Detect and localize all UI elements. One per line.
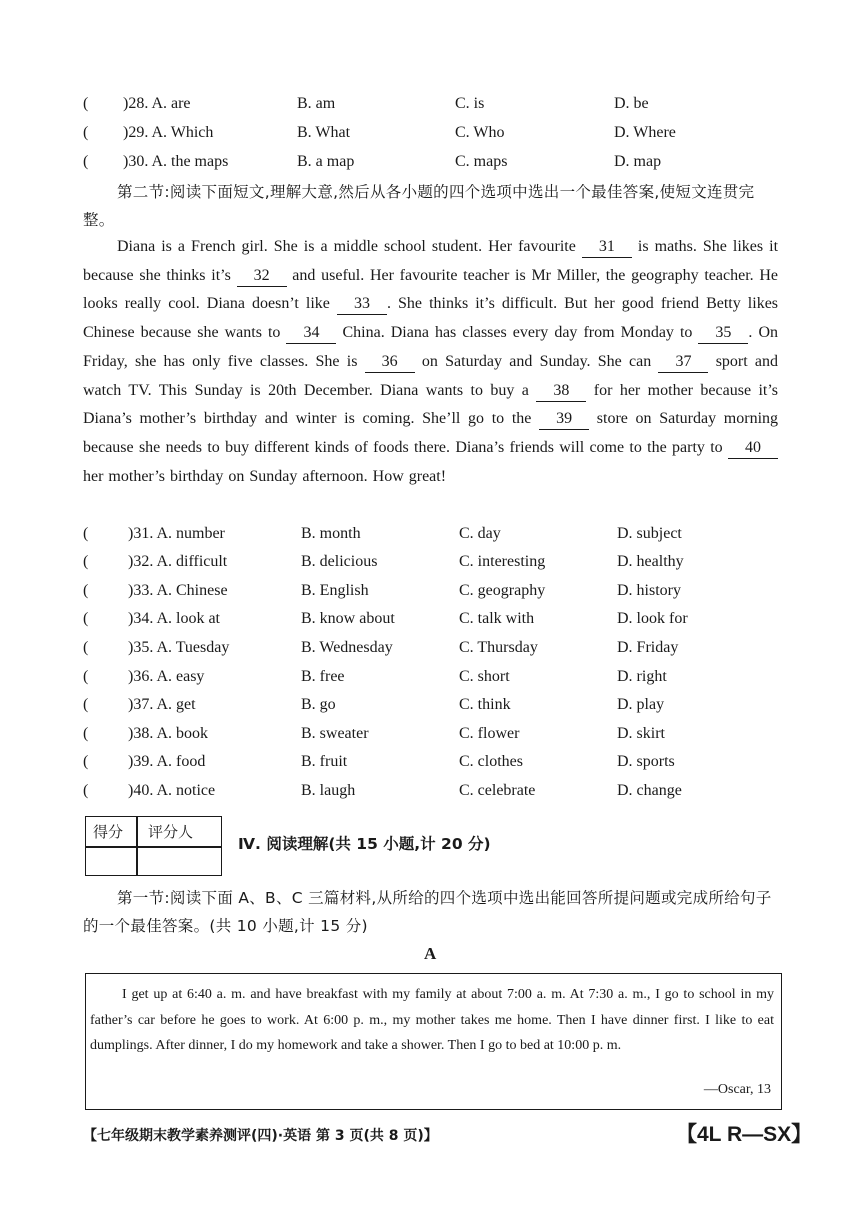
option-d: D. sports — [617, 753, 675, 770]
blank-36: 36 — [365, 352, 415, 373]
blank-37: 37 — [658, 352, 708, 373]
blank-39: 39 — [539, 409, 589, 430]
option-c: C. short — [459, 668, 510, 685]
answer-paren[interactable]: ( — [83, 668, 89, 685]
option-d: D. be — [614, 95, 649, 112]
answer-paren[interactable]: ( — [83, 95, 89, 112]
option-row-33 — [0, 577, 860, 605]
option-d: D. change — [617, 782, 682, 799]
option-b: B. fruit — [301, 753, 348, 770]
answer-paren[interactable]: ( — [83, 696, 89, 713]
option-a: )40. A. notice — [128, 782, 216, 799]
answer-paren[interactable]: ( — [83, 725, 89, 742]
option-d: D. history — [617, 582, 681, 599]
option-c: C. celebrate — [459, 782, 536, 799]
answer-paren[interactable]: ( — [83, 753, 89, 770]
score-label: 得分 — [93, 823, 124, 841]
passage-a-box — [85, 973, 782, 1110]
option-row-35 — [0, 634, 860, 662]
option-b: B. go — [301, 696, 336, 713]
passage-text: store on Saturday morning because she needs to buy different kinds of foods there. Diana’s friends will come to the party to — [83, 410, 779, 456]
option-b: B. delicious — [301, 553, 378, 570]
option-row-36 — [0, 663, 860, 691]
option-row-34 — [0, 605, 860, 633]
option-a: )36. A. easy — [128, 668, 205, 685]
option-a: )38. A. book — [128, 725, 208, 742]
option-c: C. interesting — [459, 553, 546, 570]
option-d: D. healthy — [617, 553, 684, 570]
option-d: D. right — [617, 668, 667, 685]
option-d: D. subject — [617, 525, 682, 542]
option-row-32 — [0, 548, 860, 576]
option-b: B. sweater — [301, 725, 369, 742]
option-c: C. Thursday — [459, 639, 538, 656]
option-b: B. free — [301, 668, 345, 685]
passage-text: for her mother because it’s Diana’s mother’s birthday and winter is coming. She’ll go to the — [83, 381, 779, 428]
passage-a-signature: —Oscar, 13 — [703, 1082, 771, 1097]
option-c: C. maps — [455, 153, 508, 170]
option-a: )29. A. Which — [123, 124, 214, 141]
option-row-31 — [0, 520, 860, 548]
answer-paren[interactable]: ( — [83, 639, 89, 656]
grader-label: 评分人 — [148, 823, 194, 841]
option-row-30 — [0, 148, 860, 176]
option-b: B. English — [301, 582, 369, 599]
option-row-39 — [0, 748, 860, 776]
option-a: )30. A. the maps — [123, 153, 229, 170]
option-b: B. know about — [301, 610, 395, 627]
answer-paren[interactable]: ( — [83, 582, 89, 599]
option-b: B. What — [297, 124, 351, 141]
answer-paren[interactable]: ( — [83, 525, 89, 542]
answer-paren[interactable]: ( — [83, 153, 89, 170]
option-d: D. map — [614, 153, 662, 170]
blank-34: 34 — [286, 323, 336, 344]
option-b: B. a map — [297, 153, 355, 170]
blank-31: 31 — [582, 237, 632, 258]
passage-text: . On Friday, she has only five classes. She is — [83, 324, 779, 370]
option-c: C. geography — [459, 582, 546, 599]
option-a: )35. A. Tuesday — [128, 639, 230, 656]
footer-exam-info: 【七年级期末教学素养测评(四)·英语 第 3 页(共 8 页)】 — [83, 1128, 438, 1144]
passage-text: Diana is a French girl. She is a middle school student. Her favourite — [117, 238, 576, 255]
section1-instructions: 第一节:阅读下面 A、B、C 三篇材料,从所给的四个选项中选出能回答所提问题或完成所给句子的一个最佳答案。(共 10 小题,计 15 分) — [83, 889, 772, 935]
option-row-40 — [0, 777, 860, 805]
option-a: )32. A. difficult — [128, 553, 228, 570]
option-a: )31. A. number — [128, 525, 225, 542]
option-d: D. play — [617, 696, 665, 713]
passage-text: on Saturday and Sunday. She can — [421, 352, 652, 370]
cloze-passage — [83, 233, 778, 491]
option-b: B. Wednesday — [301, 639, 393, 656]
section4-title: Ⅳ. 阅读理解(共 15 小题,计 20 分) — [238, 835, 491, 853]
section2-instructions: 第二节:阅读下面短文,理解大意,然后从各小题的四个选项中选出一个最佳答案,使短文连贯完整。 — [83, 183, 755, 229]
option-a: )39. A. food — [128, 753, 206, 770]
option-a: )34. A. look at — [128, 610, 220, 627]
option-c: C. think — [459, 696, 511, 713]
passage-text: . She thinks it’s difficult. But her good friend Betty likes Chinese because she wants to — [83, 295, 779, 342]
footer-code: 【4L R—SX】 — [676, 1123, 813, 1146]
passage-text: and useful. Her favourite teacher is Mr Miller, the geography teacher. He looks really cool. Diana doesn’t like — [83, 266, 779, 313]
option-c: C. day — [459, 525, 501, 542]
blank-40: 40 — [728, 438, 778, 459]
answer-paren[interactable]: ( — [83, 124, 89, 141]
option-b: B. am — [297, 95, 336, 112]
blank-32: 32 — [237, 266, 287, 287]
option-d: D. skirt — [617, 725, 665, 742]
option-c: C. Who — [455, 124, 505, 141]
option-c: C. flower — [459, 725, 520, 742]
option-row-28 — [0, 90, 860, 118]
option-row-37 — [0, 691, 860, 719]
passage-text: sport and watch TV. This Sunday is 20th December. Diana wants to buy a — [83, 352, 779, 399]
option-d: D. Friday — [617, 639, 679, 656]
option-c: C. talk with — [459, 610, 535, 627]
passage-a-text: I get up at 6:40 a. m. and have breakfast with my family at about 7:00 a. m. At 7:30 a. m., I go to school in my father’s car before he goes to work. At 6:00 p. m., my mother takes me home. Then I have dinner first. I like to eat dumplings. After dinner, I do my homework and take a shower. Then I go to bed at 10:00 p. m. — [90, 987, 774, 1053]
passage-a-heading: A — [424, 944, 437, 963]
option-a: )33. A. Chinese — [128, 582, 228, 599]
divider — [86, 846, 221, 848]
passage-text: her mother’s birthday on Sunday afternoon. How great! — [83, 467, 447, 485]
option-row-29 — [0, 119, 860, 147]
score-box — [85, 816, 222, 876]
option-a: )28. A. are — [123, 95, 191, 112]
option-c: C. is — [455, 95, 485, 112]
answer-paren[interactable]: ( — [83, 610, 89, 627]
option-d: D. Where — [614, 124, 676, 141]
blank-35: 35 — [698, 323, 748, 344]
option-c: C. clothes — [459, 753, 523, 770]
option-row-38 — [0, 720, 860, 748]
passage-text: China. Diana has classes every day from Monday to — [342, 324, 693, 342]
passage-text: is maths. She likes it because she thinks it’s — [83, 238, 779, 284]
option-d: D. look for — [617, 610, 688, 627]
blank-33: 33 — [337, 294, 387, 315]
answer-paren[interactable]: ( — [83, 553, 89, 570]
option-b: B. month — [301, 525, 361, 542]
option-b: B. laugh — [301, 782, 356, 799]
blank-38: 38 — [536, 381, 586, 402]
option-a: )37. A. get — [128, 696, 196, 713]
answer-paren[interactable]: ( — [83, 782, 89, 799]
